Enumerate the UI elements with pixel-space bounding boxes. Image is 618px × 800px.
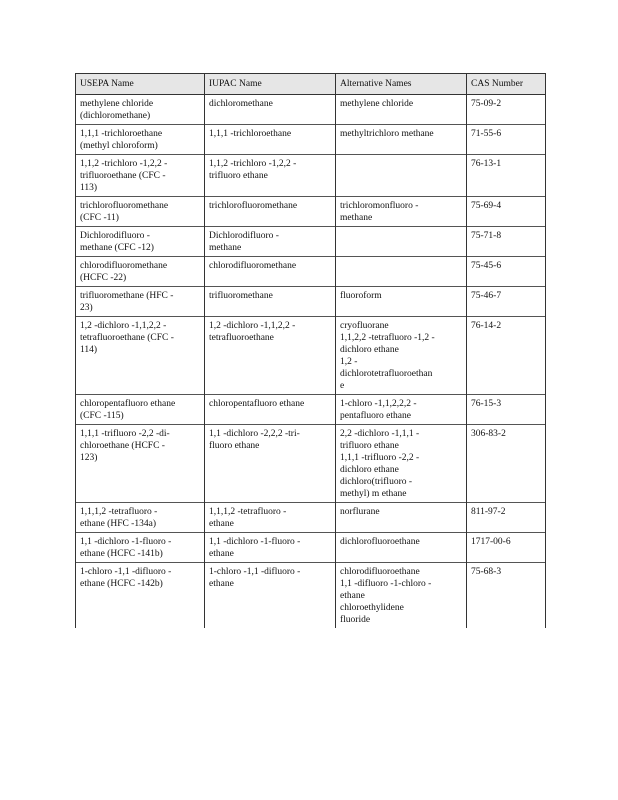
alternative-names-cell [336,125,467,155]
iupac-name-cell [205,503,336,533]
cell-text-line: chlorodifluoroethane [340,567,420,577]
iupac-name-cell [205,533,336,563]
cas-number-cell: 75-46-7 [467,287,546,317]
cell-text-line: trifluoromethane [209,291,273,301]
cell-text-line: chlorodifluoromethane [80,261,168,271]
alternative-names-cell [336,425,467,503]
table-row [76,563,546,629]
cell-text-line: (CFC -11) [80,213,119,223]
header-alternative-names: Alternative Names [336,74,467,95]
usepa-name-cell [76,227,205,257]
usepa-name-cell [76,563,205,629]
cell-text-line: 114) [80,345,98,355]
cell-text-line: 1-chloro -1,1 -difluoro - [80,567,172,577]
alternative-names-cell [336,503,467,533]
cell-text-line: 113) [80,183,98,193]
iupac-name-cell [205,425,336,503]
cell-text-line: e [340,381,345,391]
cell-text-line: chloroethane (HCFC - [80,441,165,451]
cell-text-line: methane (CFC -12) [80,243,154,253]
cell-text-line: norflurane [340,507,380,517]
cas-number-cell: 75-71-8 [467,227,546,257]
cell-text-line: trifluoro ethane [340,441,399,451]
cell-text-line: (methyl chloroform) [80,141,158,151]
cell-text-line: fluoroform [340,291,382,301]
cas-number-cell: 75-68-3 [467,563,546,629]
table-row [76,425,546,503]
cell-text-line: 1,1,1 -trichloroethane [209,129,292,139]
cell-text-line: methylene chloride [80,99,154,109]
iupac-name-cell [205,287,336,317]
iupac-name-cell [205,563,336,629]
cas-number-cell: 76-15-3 [467,395,546,425]
cell-text-line: dichloro ethane [340,465,399,475]
cell-text-line: trichloromonfluoro - [340,201,419,211]
alternative-names-cell [336,287,467,317]
table-row [76,287,546,317]
cell-text-line: Dichlorodifluoro - [80,231,150,241]
table-row [76,257,546,287]
cas-number-cell: 71-55-6 [467,125,546,155]
iupac-name-cell [205,395,336,425]
cell-text-line: ethane (HCFC -141b) [80,549,163,559]
cas-number-cell: 1717-00-6 [467,533,546,563]
cell-text-line: 1,1,1 -trifluoro -2,2 -di- [80,429,170,439]
cell-text-line: fluoro ethane [209,441,260,451]
alternative-names-cell [336,95,467,125]
cell-text-line: 1,1 -dichloro -2,2,2 -tri- [209,429,300,439]
cell-text-line: chloropentafluoro ethane [209,399,305,409]
table-row [76,197,546,227]
table-row [76,533,546,563]
usepa-name-cell [76,95,205,125]
cell-text-line: 1-chloro -1,1,2,2,2 - [340,399,417,409]
cell-text-line: 1,1,1 -trifluoro -2,2 - [340,453,420,463]
cell-text-line: (HCFC -22) [80,273,127,283]
table-row [76,395,546,425]
usepa-name-cell [76,197,205,227]
alternative-names-cell [336,155,467,197]
header-cas-number: CAS Number [467,74,546,95]
cell-text-line: methylene chloride [340,99,414,109]
iupac-name-cell [205,257,336,287]
cell-text-line: trifluoromethane (HFC - [80,291,174,301]
header-usepa-name: USEPA Name [76,74,205,95]
cell-text-line: pentafluoro ethane [340,411,411,421]
usepa-name-cell [76,287,205,317]
cell-text-line: trifluoroethane (CFC - [80,171,166,181]
alternative-names-cell [336,563,467,629]
iupac-name-cell [205,125,336,155]
cell-text-line: 1-chloro -1,1 -difluoro - [209,567,301,577]
cell-text-line: (CFC -115) [80,411,124,421]
cell-text-line: ethane [209,519,234,529]
cell-text-line: dichlorofluoroethane [340,537,420,547]
table-row [76,503,546,533]
cell-text-line: 1,1 -dichloro -1-fluoro - [209,537,301,547]
cas-number-cell: 76-13-1 [467,155,546,197]
alternative-names-cell [336,257,467,287]
table-row [76,155,546,197]
cas-number-cell: 811-97-2 [467,503,546,533]
table-body [76,95,546,629]
usepa-name-cell [76,257,205,287]
cell-text-line: (dichloromethane) [80,111,151,121]
cell-text-line: 1,2 -dichloro -1,1,2,2 - [209,321,296,331]
alternative-names-cell [336,317,467,395]
table-row [76,125,546,155]
cell-text-line: ethane [209,579,234,589]
cell-text-line: 1,2 - [340,357,358,367]
cell-text-line: trichlorofluoromethane [209,201,298,211]
cell-text-line: 1,1,2 -trichloro -1,2,2 - [80,159,168,169]
usepa-name-cell [76,125,205,155]
cell-text-line: methyltrichloro methane [340,129,434,139]
cell-text-line: 123) [80,453,98,463]
refrigerant-names-table [75,73,546,628]
usepa-name-cell [76,395,205,425]
iupac-name-cell [205,155,336,197]
cell-text-line: dichloromethane [209,99,273,109]
iupac-name-cell [205,95,336,125]
cas-number-cell: 75-45-6 [467,257,546,287]
cell-text-line: ethane [209,549,234,559]
cell-text-line: ethane (HFC -134a) [80,519,156,529]
cell-text-line: trifluoro ethane [209,171,268,181]
cell-text-line: 23) [80,303,93,313]
cell-text-line: ethane [340,591,365,601]
usepa-name-cell [76,503,205,533]
cas-number-cell: 75-69-4 [467,197,546,227]
cell-text-line: 1,1 -dichloro -1-fluoro - [80,537,172,547]
cell-text-line: dichlorotetrafluoroethan [340,369,433,379]
cas-number-cell: 306-83-2 [467,425,546,503]
cell-text-line: 1,1 -difluoro -1-chloro - [340,579,432,589]
cell-text-line: dichloro(trifluoro - [340,477,413,487]
table-row [76,227,546,257]
table-row [76,317,546,395]
cell-text-line: methane [209,243,242,253]
usepa-name-cell [76,425,205,503]
iupac-name-cell [205,317,336,395]
cell-text-line: 1,2 -dichloro -1,1,2,2 - [80,321,167,331]
cell-text-line: chloropentafluoro ethane [80,399,176,409]
iupac-name-cell [205,227,336,257]
alternative-names-cell [336,395,467,425]
cell-text-line: fluoride [340,615,371,625]
cell-text-line: trichlorofluoromethane [80,201,169,211]
cell-text-line: Dichlorodifluoro - [209,231,279,241]
table-header-row [76,74,546,95]
cell-text-line: 1,1,1,2 -tetrafluoro - [80,507,158,517]
cell-text-line: tetrafluoroethane [209,333,274,343]
cell-text-line: 1,1,1,2 -tetrafluoro - [209,507,287,517]
cell-text-line: 1,1,2,2 -tetrafluoro -1,2 - [340,333,435,343]
cell-text-line: tetrafluoroethane (CFC - [80,333,174,343]
alternative-names-cell [336,197,467,227]
cell-text-line: methyl) m ethane [340,489,407,499]
usepa-name-cell [76,155,205,197]
cell-text-line: methane [340,213,373,223]
alternative-names-cell [336,533,467,563]
table-row [76,95,546,125]
cell-text-line: 1,1,2 -trichloro -1,2,2 - [209,159,297,169]
usepa-name-cell [76,317,205,395]
cas-number-cell: 75-09-2 [467,95,546,125]
cell-text-line: cryofluorane [340,321,389,331]
iupac-name-cell [205,197,336,227]
cell-text-line: 1,1,1 -trichloroethane [80,129,163,139]
cell-text-line: chlorodifluoromethane [209,261,297,271]
cell-text-line: chloroethylidene [340,603,404,613]
header-iupac-name: IUPAC Name [205,74,336,95]
alternative-names-cell [336,227,467,257]
usepa-name-cell [76,533,205,563]
cell-text-line: dichloro ethane [340,345,399,355]
cas-number-cell: 76-14-2 [467,317,546,395]
cell-text-line: ethane (HCFC -142b) [80,579,163,589]
cell-text-line: 2,2 -dichloro -1,1,1 - [340,429,420,439]
